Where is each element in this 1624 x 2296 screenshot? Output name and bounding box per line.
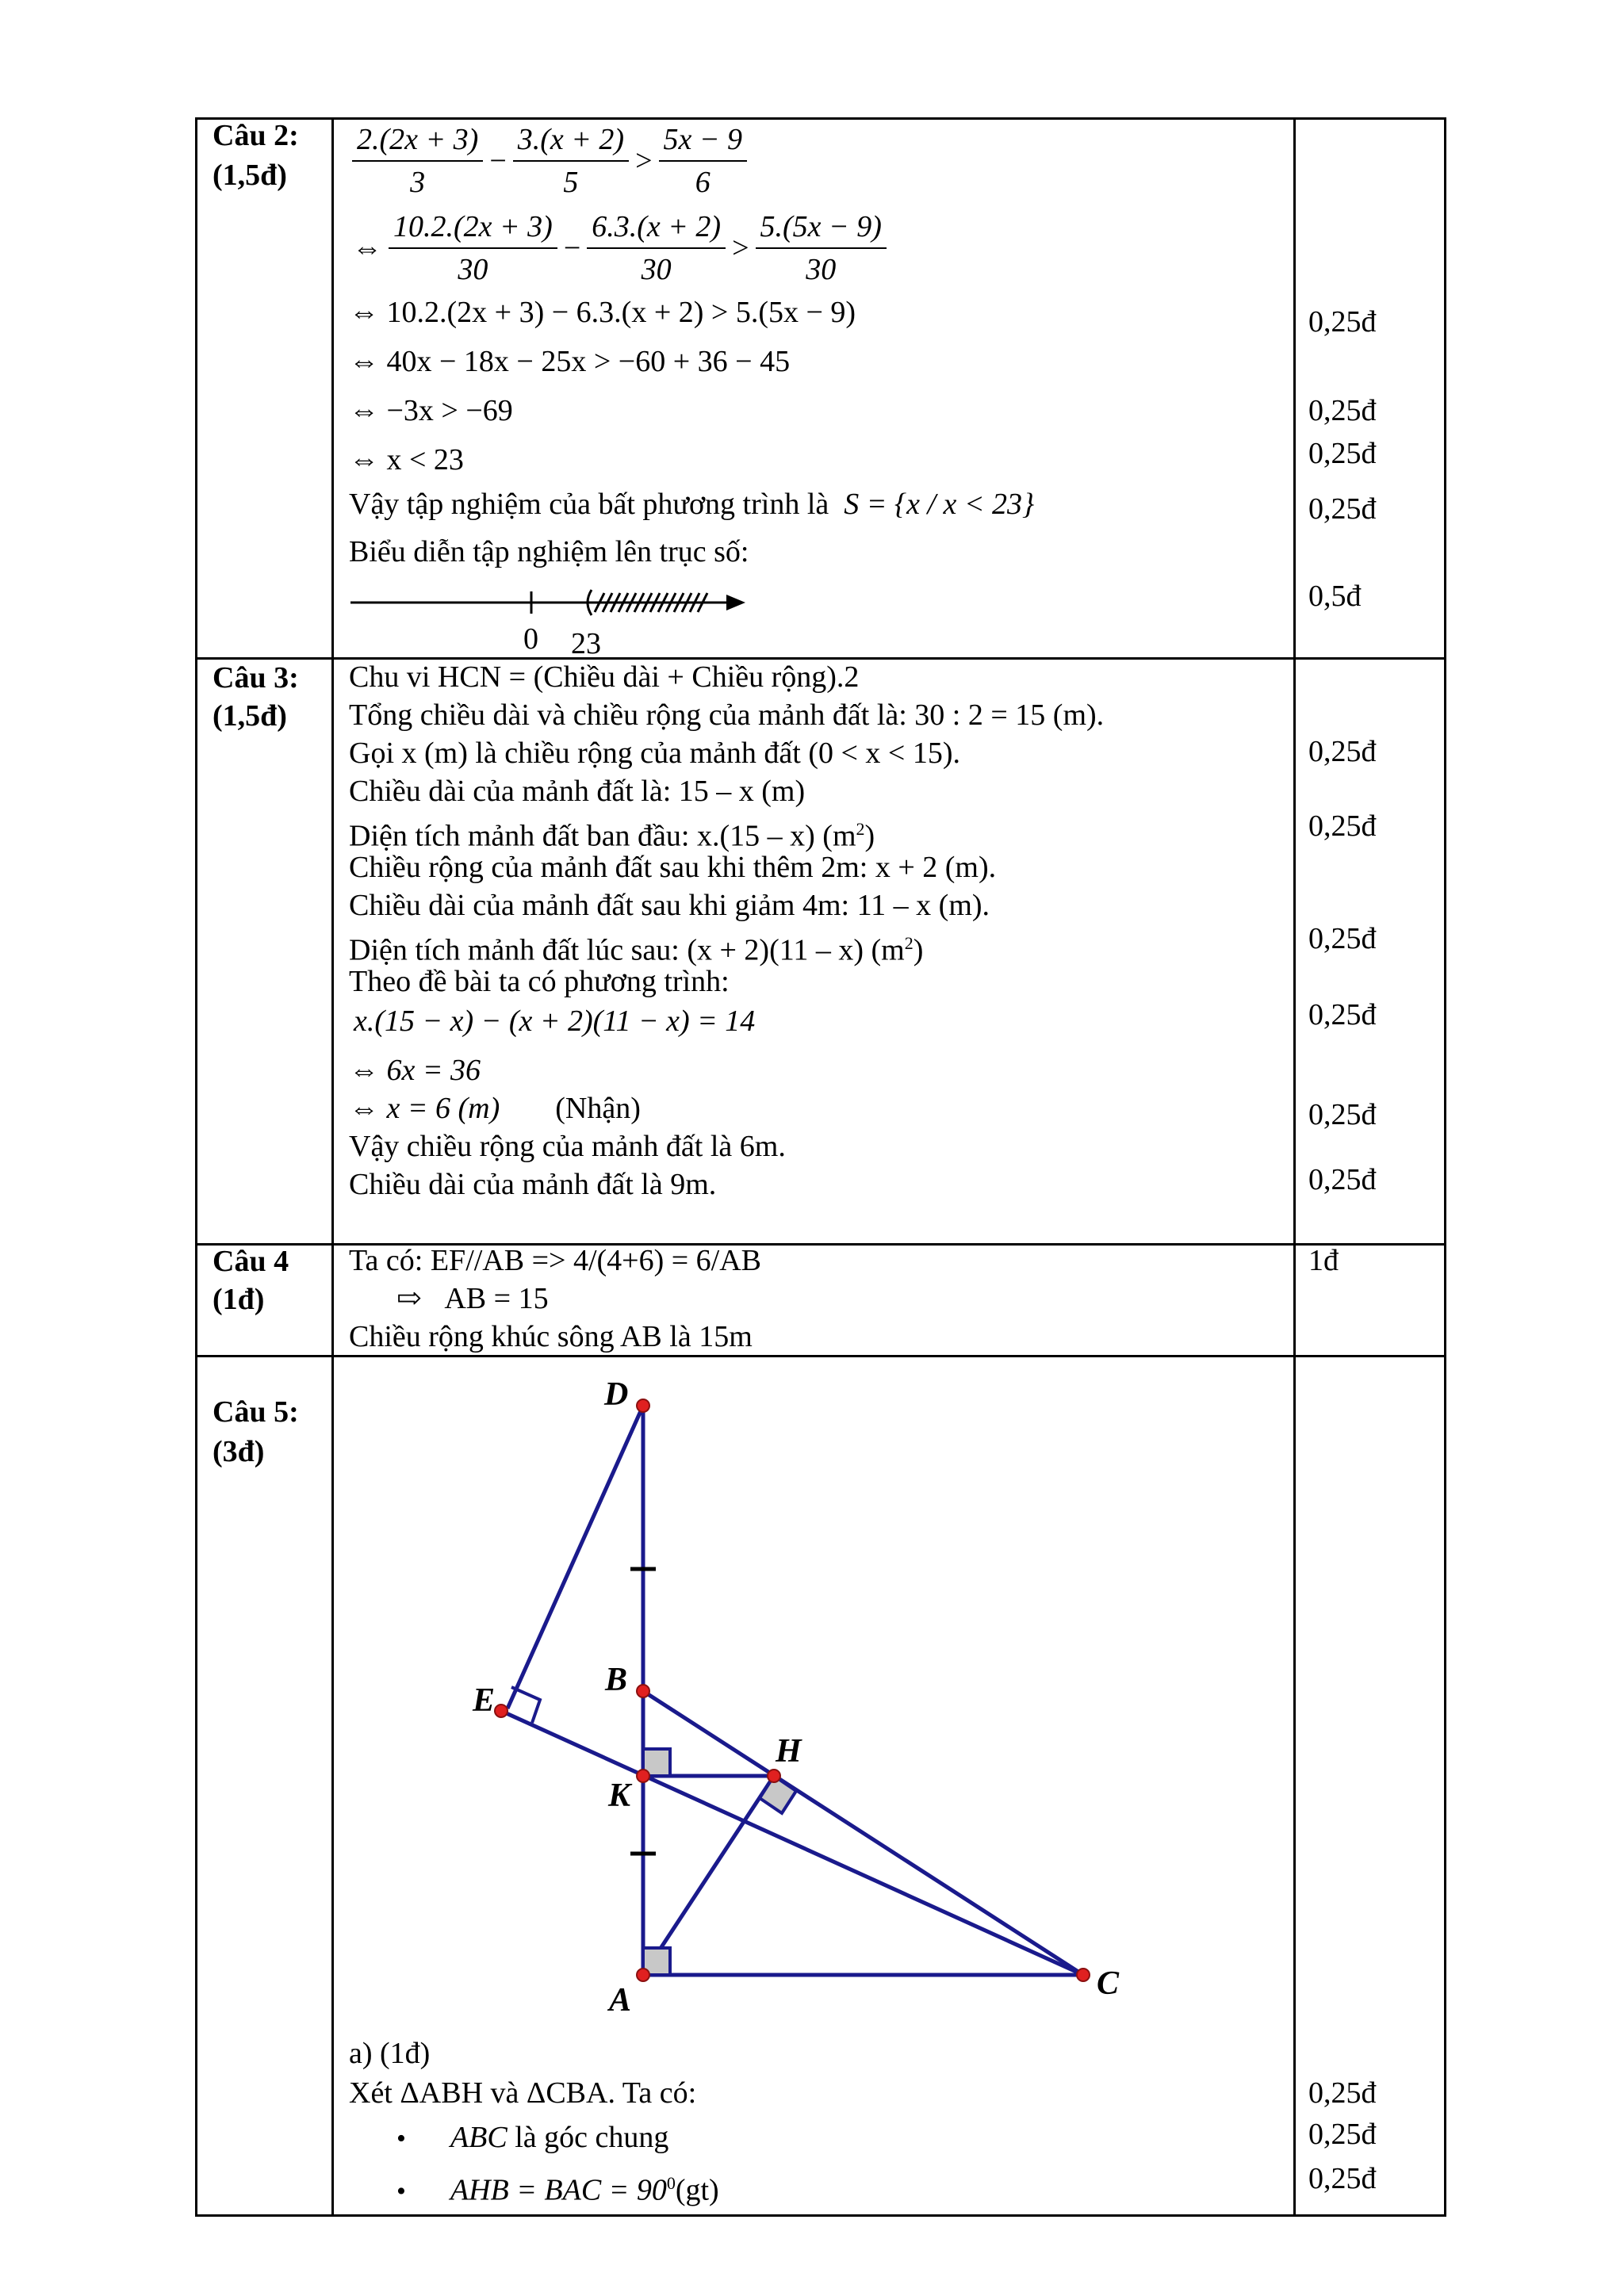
score: 0,25đ bbox=[1308, 1098, 1377, 1131]
label-e: E bbox=[473, 1682, 496, 1719]
fraction-2-denominator: 5 bbox=[563, 166, 579, 199]
question-3-line: Chiều dài của mảnh đất là: 15 – x (m) bbox=[349, 775, 806, 808]
question-3-conclusion-length: Chiều dài của mảnh đất là 9m. bbox=[349, 1168, 717, 1201]
column-divider-2 bbox=[1293, 117, 1296, 2217]
minus-sign: − bbox=[489, 144, 507, 178]
segment-bc bbox=[643, 1691, 1083, 1975]
fraction-4-denominator: 30 bbox=[458, 253, 488, 286]
label-k: K bbox=[608, 1777, 631, 1814]
question-5-bullet-2 bbox=[396, 2164, 719, 2211]
score: 0,25đ bbox=[1308, 2076, 1377, 2110]
question-3-solution-note: (Nhận) bbox=[555, 1092, 641, 1125]
angle-equality: AHB = BAC = 90 bbox=[450, 2173, 667, 2207]
question-3-line: Diện tích mảnh đất ban đầu: x.(15 – x) (m bbox=[349, 819, 856, 853]
fraction-3-numerator: 5x − 9 bbox=[659, 119, 748, 162]
question-5-line-1: Xét ΔABH và ΔCBA. Ta có: bbox=[349, 2076, 697, 2110]
question-3-line: Chiều dài của mảnh đất sau khi giảm 4m: 11 – x (m). bbox=[349, 889, 990, 922]
question-2-step-2 bbox=[349, 206, 890, 290]
superscript-2: 2 bbox=[856, 819, 865, 839]
question-3-solution-value: ⇔ x = 6 (m) bbox=[349, 1092, 500, 1125]
number-line-23: 23 bbox=[571, 627, 601, 660]
geometry-figure bbox=[460, 1364, 1174, 2022]
question-3-solution bbox=[349, 1089, 641, 1127]
degree-superscript: 0 bbox=[666, 2173, 676, 2193]
number-line-zero: 0 bbox=[523, 622, 538, 656]
question-4-result: AB = 15 bbox=[444, 1282, 549, 1315]
label-b: B bbox=[605, 1662, 628, 1698]
label-d: D bbox=[604, 1376, 629, 1413]
point-h bbox=[768, 1770, 780, 1782]
question-2-step-6: ⇔ x < 23 bbox=[349, 443, 464, 476]
question-2-label bbox=[213, 116, 299, 155]
label-h: H bbox=[776, 1733, 802, 1770]
score: 0,25đ bbox=[1308, 922, 1377, 955]
question-3-equation: x.(15 − x) − (x + 2)(11 − x) = 14 bbox=[354, 1004, 756, 1038]
question-5-points: (3đ) bbox=[213, 1435, 265, 1468]
score: 1đ bbox=[1308, 1244, 1339, 1277]
score: 0,25đ bbox=[1308, 2162, 1377, 2195]
angle-abc: ABC bbox=[450, 2121, 508, 2154]
point-k bbox=[637, 1770, 649, 1782]
question-2-points: (1,5đ) bbox=[213, 159, 287, 192]
closing-paren: ) bbox=[913, 933, 924, 967]
fraction-5-numerator: 6.3.(x + 2) bbox=[587, 206, 726, 249]
score: 0,25đ bbox=[1308, 437, 1377, 470]
fraction-5-denominator: 30 bbox=[641, 253, 672, 286]
question-2-step-1 bbox=[349, 119, 750, 203]
fraction-1 bbox=[352, 119, 483, 203]
fraction-4-numerator: 10.2.(2x + 3) bbox=[389, 206, 557, 249]
question-5-part-a: a) (1đ) bbox=[349, 2037, 431, 2070]
question-4-points: (1đ) bbox=[213, 1283, 265, 1316]
score: 0,5đ bbox=[1308, 580, 1362, 613]
table-border-left bbox=[195, 117, 197, 2217]
question-3-line: Gọi x (m) là chiều rộng của mảnh đất (0 < x < 15). bbox=[349, 737, 960, 770]
question-3-points: (1,5đ) bbox=[213, 699, 287, 733]
bullet-icon: • bbox=[396, 2176, 406, 2206]
score: 0,25đ bbox=[1308, 998, 1377, 1031]
question-2-step-5: ⇔ −3x > −69 bbox=[349, 394, 513, 427]
equivalence-arrow: ⇔ bbox=[352, 232, 382, 265]
score: 0,25đ bbox=[1308, 394, 1377, 427]
score: 0,25đ bbox=[1308, 1163, 1377, 1196]
greater-sign: > bbox=[732, 232, 749, 265]
point-c bbox=[1077, 1969, 1090, 1981]
label-c: C bbox=[1097, 1965, 1120, 2002]
fraction-3-denominator: 6 bbox=[695, 166, 710, 199]
question-2-axis-caption: Biểu diễn tập nghiệm lên trục số: bbox=[349, 535, 749, 568]
question-3-label: Câu 3: bbox=[213, 661, 299, 695]
question-5-label: Câu 5: bbox=[213, 1395, 299, 1429]
question-3-line: Diện tích mảnh đất lúc sau: (x + 2)(11 – x) (m bbox=[349, 933, 905, 967]
superscript-2: 2 bbox=[904, 933, 914, 953]
point-a bbox=[637, 1969, 649, 1981]
greater-sign: > bbox=[635, 144, 653, 178]
fraction-1-numerator: 2.(2x + 3) bbox=[352, 119, 483, 162]
question-3-line: Chiều rộng của mảnh đất sau khi thêm 2m: x + 2 (m). bbox=[349, 851, 997, 884]
score: 0,25đ bbox=[1308, 2118, 1377, 2151]
question-4-line-1: Ta có: EF//AB => 4/(4+6) = 6/AB bbox=[349, 1244, 762, 1277]
table-border-right bbox=[1444, 117, 1446, 2217]
score: 0,25đ bbox=[1308, 735, 1377, 768]
question-2-conclusion bbox=[349, 485, 1034, 523]
solution-set: S = {x / x < 23} bbox=[844, 488, 1035, 521]
score: 0,25đ bbox=[1308, 809, 1377, 843]
question-3-line: Theo đề bài ta có phương trình: bbox=[349, 965, 730, 998]
fraction-4 bbox=[389, 206, 557, 290]
question-4-line-2 bbox=[396, 1280, 549, 1318]
bullet-1-text: là góc chung bbox=[507, 2121, 669, 2154]
question-4-line-3: Chiều rộng khúc sông AB là 15m bbox=[349, 1320, 753, 1353]
label-a: A bbox=[609, 1982, 632, 2019]
number-line bbox=[341, 577, 753, 649]
fraction-2 bbox=[513, 119, 629, 203]
fraction-1-denominator: 3 bbox=[410, 166, 426, 199]
table-border-bottom bbox=[195, 2214, 1446, 2217]
fraction-3 bbox=[659, 119, 748, 203]
question-3-conclusion-width: Vậy chiều rộng của mảnh đất là 6m. bbox=[349, 1130, 786, 1163]
question-5-bullet-1 bbox=[396, 2118, 668, 2158]
question-2-title: Câu 2: bbox=[213, 119, 299, 152]
fraction-6-numerator: 5.(5x − 9) bbox=[756, 206, 887, 249]
fraction-5 bbox=[587, 206, 726, 290]
closing-paren: ) bbox=[864, 819, 875, 853]
question-2-conclusion-text: Vậy tập nghiệm của bất phương trình là bbox=[349, 488, 829, 521]
implies-arrow-icon: ⇨ bbox=[396, 1282, 422, 1315]
score: 0,25đ bbox=[1308, 492, 1377, 526]
question-3-equation-step: ⇔ 6x = 36 bbox=[349, 1054, 481, 1087]
point-b bbox=[637, 1685, 649, 1697]
fraction-2-numerator: 3.(x + 2) bbox=[513, 119, 629, 162]
question-3-line: Chu vi HCN = (Chiều dài + Chiều rộng).2 bbox=[349, 660, 860, 694]
fraction-6-denominator: 30 bbox=[806, 253, 837, 286]
point-d bbox=[637, 1399, 649, 1412]
bullet-icon: • bbox=[396, 2124, 406, 2153]
fraction-6 bbox=[756, 206, 887, 290]
question-2-step-3: ⇔ 10.2.(2x + 3) − 6.3.(x + 2) > 5.(5x − 9) bbox=[349, 296, 856, 329]
bullet-2-text: (gt) bbox=[675, 2173, 719, 2207]
minus-sign: − bbox=[563, 232, 581, 265]
column-divider-1 bbox=[331, 117, 334, 2217]
question-2-step-4: ⇔ 40x − 18x − 25x > −60 + 36 − 45 bbox=[349, 345, 791, 378]
score: 0,25đ bbox=[1308, 305, 1377, 339]
question-4-label: Câu 4 bbox=[213, 1245, 289, 1278]
point-e bbox=[495, 1705, 508, 1717]
question-3-line: Tổng chiều dài và chiều rộng của mảnh đất là: 30 : 2 = 15 (m). bbox=[349, 698, 1105, 732]
